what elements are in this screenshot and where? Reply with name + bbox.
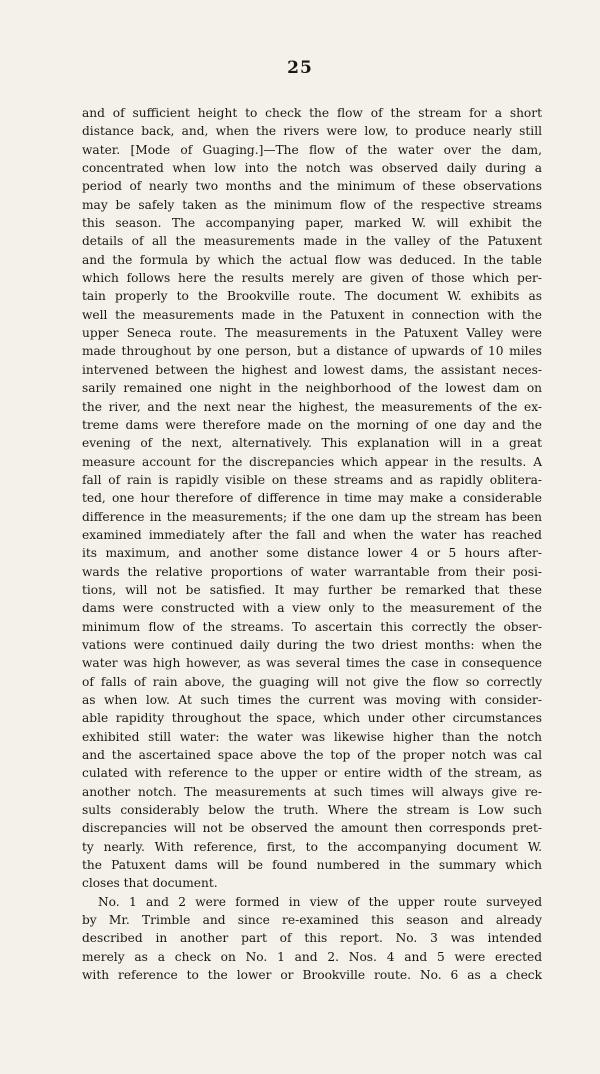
text-line: examined immediately after the fall and when the water has reached (82, 527, 542, 542)
text-line: wards the relative proportions of water warrantable from their posi- (82, 564, 542, 579)
text-line: its maximum, and another some distance lower 4 or 5 hours after- (82, 546, 542, 561)
text-line: described in another part of this report. No. 3 was intended (82, 931, 542, 946)
text-line: this season. The accompanying paper, marked W. will exhibit the (82, 216, 542, 231)
text-line: the river, and the next near the highest, the measurements of the ex- (82, 399, 542, 414)
text-line: tions, will not be satisfied. It may further be remarked that these (82, 582, 542, 597)
text-line: sarily remained one night in the neighborhood of the lowest dam on (82, 381, 542, 396)
text-line: and the ascertained space above the top of the proper notch was cal (82, 748, 542, 763)
text-line: sults considerably below the truth. Where the stream is Low such (82, 803, 542, 818)
text-line: vations were continued daily during the two driest months: when the (82, 637, 542, 652)
text-line: discrepancies will not be observed the amount then corresponds pret- (82, 821, 542, 836)
body-text (82, 104, 542, 985)
text-line: which follows here the results merely are given of those which per- (82, 271, 542, 286)
text-line: and the formula by which the actual flow was deduced. In the table (82, 252, 542, 267)
text-line: treme dams were therefore made on the morning of one day and the (82, 417, 542, 432)
text-line: No. 1 and 2 were formed in view of the upper route surveyed (98, 894, 542, 909)
text-line: as when low. At such times the current was moving with consider- (82, 693, 542, 707)
text-line: fall of rain is rapidly visible on these streams and as rapidly oblitera- (82, 472, 542, 487)
text-line: well the measurements made in the Patuxent in connection with the (82, 307, 542, 322)
text-line: of falls of rain above, the guaging will not give the flow so correctly (82, 674, 542, 689)
text-line: another notch. The measurements at such times will always give re- (82, 784, 542, 799)
page-number: 25 (287, 58, 313, 78)
text-line: distance back, and, when the rivers were low, to produce nearly still (82, 124, 542, 139)
text-line: and of sufficient height to check the flow of the stream for a short (82, 106, 542, 120)
text-line: made throughout by one person, but a distance of upwards of 10 miles (82, 344, 542, 359)
text-line: evening of the next, alternatively. This explanation will in a great (82, 436, 542, 451)
text-line: water. [Mode of Guaging.]—The flow of the water over the dam, (82, 142, 542, 157)
text-line: ted, one hour therefore of difference in time may make a considerable (82, 491, 542, 506)
text-line: water was high however, as was several times the case in consequence (82, 656, 542, 671)
text-line: ty nearly. With reference, first, to the accompanying document W. (82, 839, 542, 854)
text-line: concentrated when low into the notch was observed daily during a (82, 161, 542, 176)
text-line: minimum flow of the streams. To ascertain this correctly the obser- (82, 619, 542, 634)
text-line: difference in the measurements; if the one dam up the stream has been (82, 509, 542, 524)
text-line: exhibited still water: the water was likewise higher than the notch (82, 729, 542, 744)
text-line: merely as a check on No. 1 and 2. Nos. 4 and 5 were erected (82, 949, 542, 964)
text-line: upper Seneca route. The measurements in the Patuxent Valley were (82, 326, 542, 341)
text-line: details of all the measurements made in the valley of the Patuxent (82, 234, 542, 249)
text-line: by Mr. Trimble and since re-examined this season and already (82, 913, 542, 928)
text-line: tain properly to the Brookville route. The document W. exhibits as (82, 289, 542, 304)
text-line: with reference to the lower or Brookville route. No. 6 as a check (82, 968, 542, 983)
text-line: period of nearly two months and the minimum of these observations (82, 179, 542, 194)
text-line: able rapidity throughout the space, which under other circumstances (82, 711, 542, 726)
text-line: intervened between the highest and lowest dams, the assistant neces- (82, 362, 542, 377)
text-line: may be safely taken as the minimum flow of the respective streams (82, 197, 542, 212)
text-line: measure account for the discrepancies which appear in the results. A (82, 454, 542, 469)
text-line: the Patuxent dams will be found numbered in the summary which (82, 858, 542, 873)
text-line: dams were constructed with a view only to the measurement of the (82, 601, 542, 616)
text-line: closes that document. (82, 876, 218, 891)
text-line: culated with reference to the upper or entire width of the stream, as (82, 766, 542, 781)
